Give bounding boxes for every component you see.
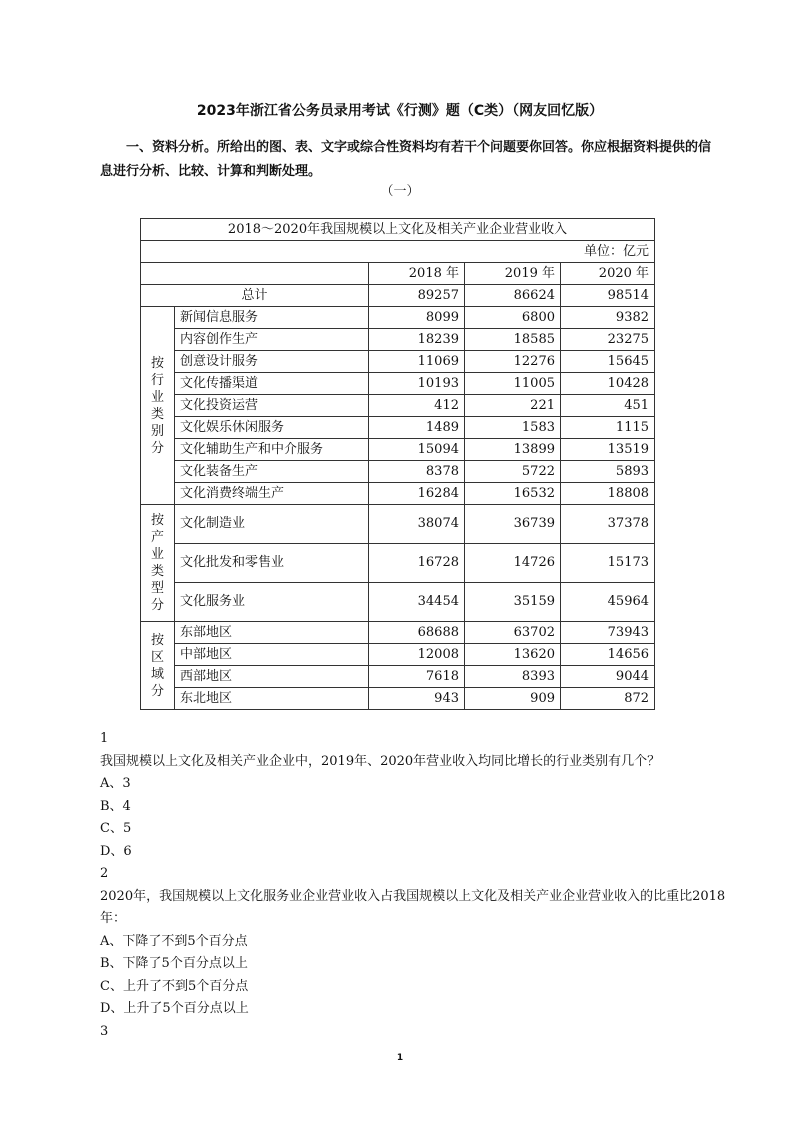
table-row	[141, 644, 655, 666]
row-value: 15094	[369, 439, 465, 461]
group-label	[141, 622, 175, 710]
table-row	[141, 417, 655, 439]
row-label: 中部地区	[175, 644, 369, 666]
row-label: 新闻信息服务	[175, 307, 369, 329]
row-value: 68688	[369, 622, 465, 644]
row-value: 16728	[369, 544, 465, 583]
year-header: 2018 年	[369, 263, 465, 285]
table-row	[141, 483, 655, 505]
table-row	[141, 583, 655, 622]
row-label: 文化制造业	[175, 505, 369, 544]
table-row	[141, 439, 655, 461]
row-value: 13620	[465, 644, 561, 666]
answer-option[interactable]: B、4	[100, 798, 131, 814]
total-label: 总计	[141, 285, 369, 307]
answer-option[interactable]: C、5	[100, 821, 132, 836]
group-label-text: 按产业类型分	[150, 513, 164, 613]
revenue-table-container	[140, 218, 654, 710]
row-value: 1489	[369, 417, 465, 439]
row-value: 11005	[465, 373, 561, 395]
table-row	[141, 373, 655, 395]
row-value: 8393	[465, 666, 561, 688]
row-value: 18585	[465, 329, 561, 351]
row-value: 12276	[465, 351, 561, 373]
question-stem: 2020年，我国规模以上文化服务业企业营业收入占我国规模以上文化及相关产业企业营业收入的比重比2018年：	[100, 888, 726, 926]
row-value: 18808	[561, 483, 655, 505]
row-value: 45964	[561, 583, 655, 622]
table-row	[141, 351, 655, 373]
row-label: 文化批发和零售业	[175, 544, 369, 583]
row-value: 451	[561, 395, 655, 417]
row-value: 12008	[369, 644, 465, 666]
row-value: 8099	[369, 307, 465, 329]
question-number: 2	[100, 866, 109, 881]
row-value: 63702	[465, 622, 561, 644]
row-label: 西部地区	[175, 666, 369, 688]
row-value: 14726	[465, 544, 561, 583]
row-value: 9382	[561, 307, 655, 329]
row-value: 23275	[561, 329, 655, 351]
row-value: 1115	[561, 417, 655, 439]
table-row	[141, 622, 655, 644]
row-value: 15645	[561, 351, 655, 373]
table-row	[141, 505, 655, 544]
table-row	[141, 544, 655, 583]
row-value: 14656	[561, 644, 655, 666]
page-title: 2023年浙江省公务员录用考试《行测》题（C类）（网友回忆版）	[196, 103, 604, 119]
row-label: 创意设计服务	[175, 351, 369, 373]
row-value: 36739	[465, 505, 561, 544]
row-value: 34454	[369, 583, 465, 622]
section-subheading: （一）	[380, 184, 420, 199]
table-row	[141, 395, 655, 417]
answer-option[interactable]: A、下降了不到5个百分点	[100, 933, 248, 949]
question-number: 3	[100, 1023, 109, 1039]
row-value: 8378	[369, 461, 465, 483]
row-value: 909	[465, 688, 561, 710]
header-blank-cell	[141, 263, 369, 285]
page-number: 1	[396, 1053, 404, 1063]
row-label: 文化装备生产	[175, 461, 369, 483]
row-value: 10428	[561, 373, 655, 395]
row-label: 文化传播渠道	[175, 373, 369, 395]
row-value: 6800	[465, 307, 561, 329]
row-value: 9044	[561, 666, 655, 688]
table-row	[141, 688, 655, 710]
row-label: 文化投资运营	[175, 395, 369, 417]
group-label-text: 按区域分	[150, 632, 164, 699]
row-label: 东部地区	[175, 622, 369, 644]
answer-option[interactable]: D、上升了5个百分点以上	[100, 1001, 249, 1016]
table-row	[141, 666, 655, 688]
row-value: 221	[465, 395, 561, 417]
row-value: 943	[369, 688, 465, 710]
row-value: 1583	[465, 417, 561, 439]
row-value: 13519	[561, 439, 655, 461]
answer-option[interactable]: C、上升了不到5个百分点	[100, 978, 249, 994]
table-caption: 2018～2020年我国规模以上文化及相关产业企业营业收入	[141, 219, 655, 241]
row-label: 内容创作生产	[175, 329, 369, 351]
total-value: 89257	[369, 285, 465, 307]
question-list	[100, 728, 740, 1043]
row-value: 5893	[561, 461, 655, 483]
row-label: 文化娱乐休闲服务	[175, 417, 369, 439]
row-label: 文化服务业	[175, 583, 369, 622]
row-value: 73943	[561, 622, 655, 644]
row-value: 35159	[465, 583, 561, 622]
table-row	[141, 307, 655, 329]
table-row	[141, 329, 655, 351]
row-label: 东北地区	[175, 688, 369, 710]
row-value: 5722	[465, 461, 561, 483]
year-header: 2019 年	[465, 263, 561, 285]
answer-option[interactable]: D、6	[100, 843, 132, 859]
row-label: 文化辅助生产和中介服务	[175, 439, 369, 461]
group-label	[141, 307, 175, 505]
question-number: 1	[100, 731, 109, 746]
group-label-text: 按行业类别分	[150, 355, 164, 456]
row-value: 16284	[369, 483, 465, 505]
revenue-table	[140, 218, 655, 710]
question-stem: 我国规模以上文化及相关产业企业中，2019年、2020年营业收入均同比增长的行业类别有几个？	[100, 753, 661, 769]
table-unit: 单位：亿元	[141, 241, 655, 263]
row-value: 872	[561, 688, 655, 710]
row-value: 38074	[369, 505, 465, 544]
row-value: 37378	[561, 505, 655, 544]
row-value: 11069	[369, 351, 465, 373]
answer-option[interactable]: B、下降了5个百分点以上	[100, 956, 248, 971]
row-value: 15173	[561, 544, 655, 583]
row-value: 18239	[369, 329, 465, 351]
table-row	[141, 461, 655, 483]
row-value: 412	[369, 395, 465, 417]
year-header: 2020 年	[561, 263, 655, 285]
row-label: 文化消费终端生产	[175, 483, 369, 505]
row-value: 13899	[465, 439, 561, 461]
section-intro: 一、资料分析。所给出的图、表、文字或综合性资料均有若干个问题要你回答。你应根据资料提供的信息进行分析、比较、计算和判断处理。	[100, 140, 712, 179]
row-value: 10193	[369, 373, 465, 395]
answer-option[interactable]: A、3	[100, 776, 131, 791]
row-value: 7618	[369, 666, 465, 688]
total-value: 86624	[465, 285, 561, 307]
group-label	[141, 505, 175, 622]
row-value: 16532	[465, 483, 561, 505]
total-value: 98514	[561, 285, 655, 307]
